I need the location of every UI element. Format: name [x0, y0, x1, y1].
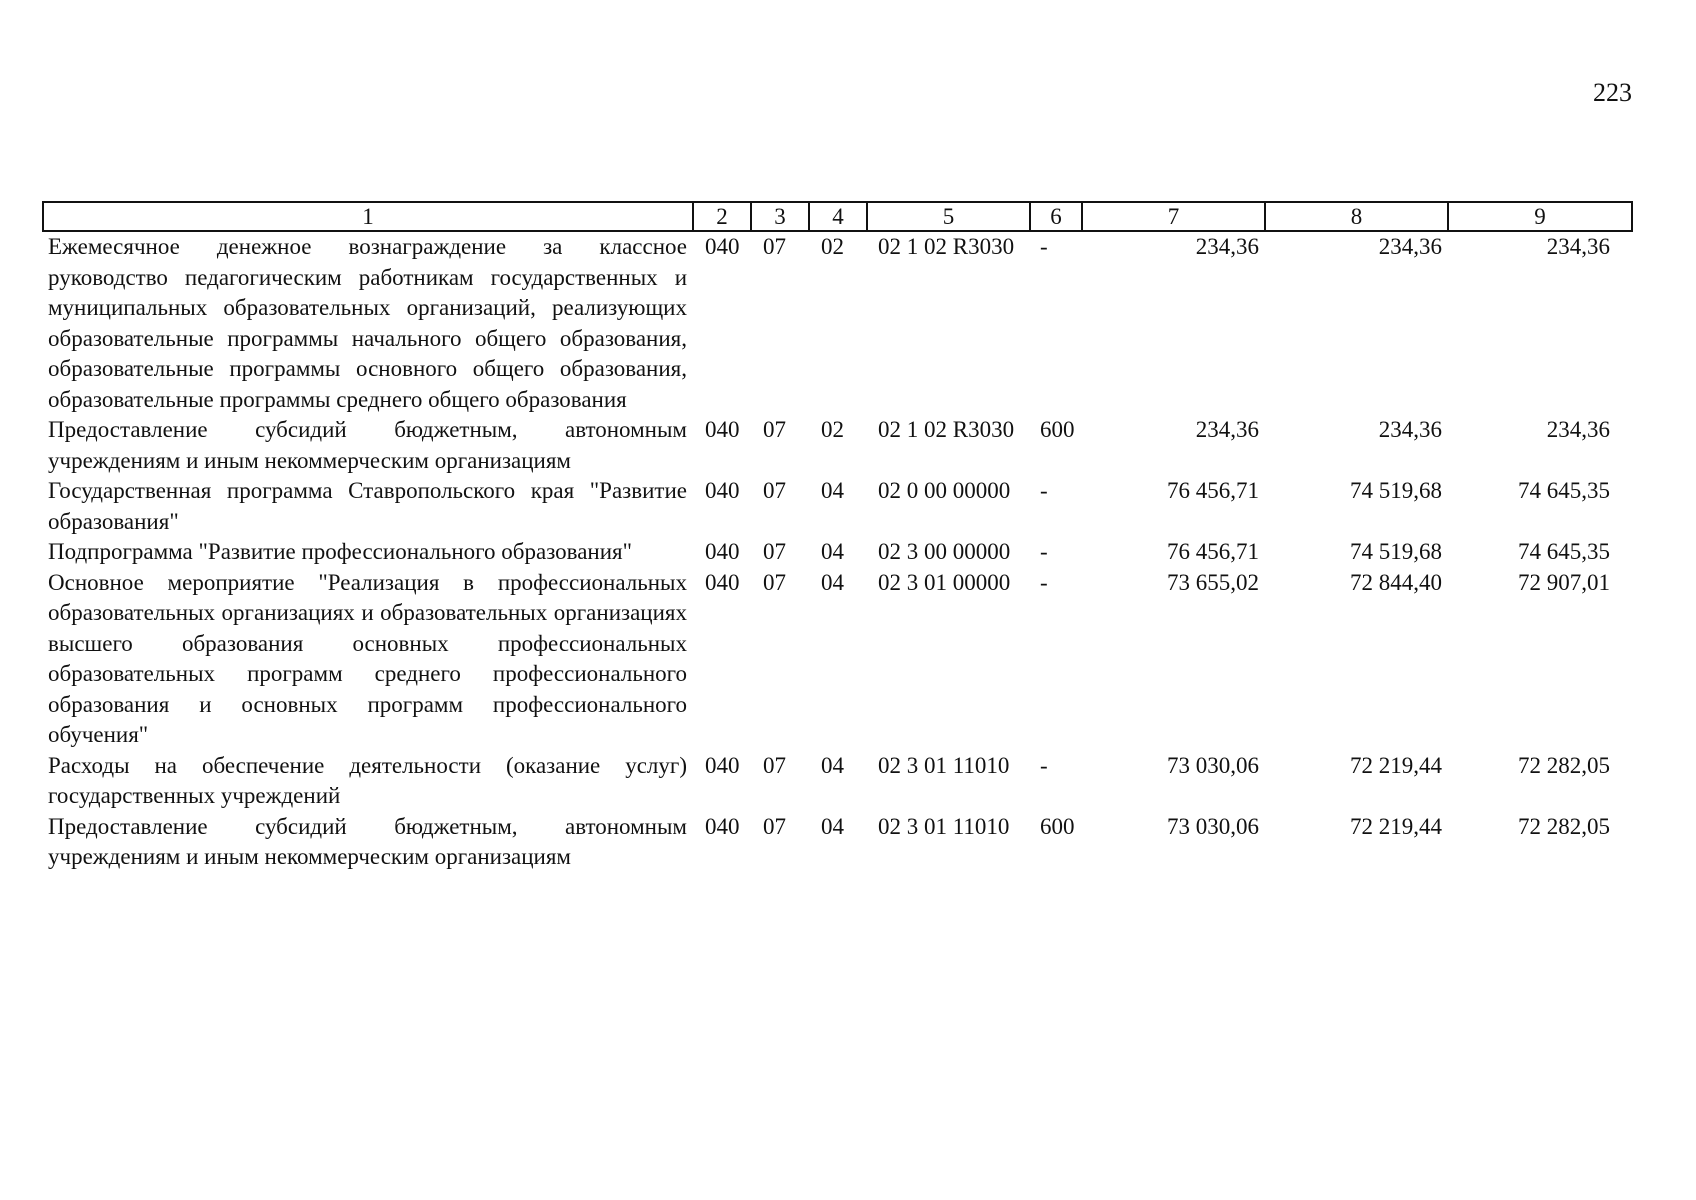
- row-code-target: 02 0 00 00000: [878, 478, 1011, 503]
- row-code-ministry: 040: [705, 569, 740, 595]
- row-code-section: 07: [763, 539, 786, 564]
- row-name: Расходы на обеспечение деятельности (оказание услуг) государственных учреждений: [48, 752, 687, 808]
- row-name: Ежемесячное денежное вознаграждение за классное руководство педагогическим работникам государственных и муниципальных образовательных организаций, реализующих образовательные программы начального общего образования, образовательные программы основного общего образования, образовательные программы среднего общего образования: [48, 234, 687, 412]
- header-cell-8: 8: [1265, 202, 1448, 231]
- row-code-target: 02 3 01 00000: [878, 569, 1011, 595]
- row-code-target: 02 3 01 11010: [878, 752, 1010, 778]
- row-amount-col8: 234,36: [1378, 234, 1442, 259]
- row-code-ministry: 040: [705, 478, 740, 503]
- row-amount-col8: 234,36: [1378, 417, 1442, 442]
- row-code-subsection: 04: [821, 752, 844, 778]
- header-cell-9: 9: [1448, 202, 1632, 231]
- table-header: [43, 202, 1632, 231]
- row-amount-col9: 72 282,05: [1518, 813, 1610, 839]
- row-code-subsection: 04: [821, 478, 844, 503]
- row-amount-col9: 234,36: [1546, 234, 1610, 259]
- row-amount-col8: 74 519,68: [1350, 478, 1442, 503]
- row-code-target: 02 3 01 11010: [878, 813, 1010, 839]
- row-code-section: 07: [763, 813, 786, 839]
- row-amount-col7: 73 030,06: [1167, 813, 1259, 839]
- row-code-expense-type: -: [1040, 478, 1048, 503]
- row-name: Основное мероприятие "Реализация в профессиональных образовательных организациях и образовательных организациях высшего образования основных профессиональных образовательных программ среднего профессионального образования и основных программ профессионального обучения": [48, 569, 687, 747]
- row-code-ministry: 040: [705, 417, 740, 442]
- row-code-expense-type: 600: [1040, 417, 1075, 442]
- row-name: Государственная программа Ставропольского края "Развитие образования": [48, 478, 687, 534]
- table-row: [43, 231, 1632, 415]
- row-name: Предоставление субсидий бюджетным, автономным учреждениям и иным некоммерческим организациям: [48, 417, 687, 473]
- row-code-expense-type: -: [1040, 569, 1048, 595]
- row-amount-col8: 72 219,44: [1350, 752, 1442, 778]
- row-amount-col7: 234,36: [1195, 234, 1259, 259]
- header-cell-3: 3: [751, 202, 809, 231]
- row-code-target: 02 1 02 R3030: [878, 234, 1015, 259]
- row-code-section: 07: [763, 234, 786, 259]
- page-number: 223: [1593, 78, 1632, 107]
- table-row: [43, 415, 1632, 476]
- budget-table: [42, 201, 1633, 873]
- row-amount-col9: 74 645,35: [1518, 478, 1610, 503]
- table-row: [43, 812, 1632, 873]
- header-cell-7: 7: [1082, 202, 1265, 231]
- row-amount-col8: 72 844,40: [1350, 569, 1442, 595]
- row-name: Подпрограмма "Развитие профессионального образования": [48, 539, 633, 564]
- row-code-ministry: 040: [705, 752, 740, 778]
- row-amount-col7: 73 655,02: [1167, 569, 1259, 595]
- row-name: Предоставление субсидий бюджетным, автономным учреждениям и иным некоммерческим организациям: [48, 813, 687, 869]
- header-cell-1: 1: [43, 202, 693, 231]
- row-amount-col8: 72 219,44: [1350, 813, 1442, 839]
- header-cell-2: 2: [693, 202, 751, 231]
- row-code-section: 07: [763, 478, 786, 503]
- row-code-expense-type: 600: [1040, 813, 1075, 839]
- table-row: [43, 476, 1632, 537]
- header-cell-4: 4: [809, 202, 867, 231]
- row-amount-col7: 234,36: [1195, 417, 1259, 442]
- row-amount-col9: 234,36: [1546, 417, 1610, 442]
- header-cell-6: 6: [1030, 202, 1082, 231]
- row-code-section: 07: [763, 569, 786, 595]
- row-code-subsection: 02: [821, 417, 844, 442]
- row-code-subsection: 04: [821, 539, 844, 564]
- row-code-ministry: 040: [705, 539, 740, 564]
- row-amount-col7: 76 456,71: [1167, 539, 1259, 564]
- row-amount-col7: 73 030,06: [1167, 752, 1259, 778]
- row-amount-col9: 72 907,01: [1518, 569, 1610, 595]
- row-code-section: 07: [763, 417, 786, 442]
- row-code-subsection: 04: [821, 569, 844, 595]
- row-amount-col9: 72 282,05: [1518, 752, 1610, 778]
- table-row: [43, 751, 1632, 812]
- row-code-target: 02 3 00 00000: [878, 539, 1011, 564]
- row-code-ministry: 040: [705, 234, 740, 259]
- row-code-subsection: 02: [821, 234, 844, 259]
- row-amount-col9: 74 645,35: [1518, 539, 1610, 564]
- table-body: [43, 231, 1632, 873]
- row-amount-col7: 76 456,71: [1167, 478, 1259, 503]
- row-code-section: 07: [763, 752, 786, 778]
- row-code-subsection: 04: [821, 813, 844, 839]
- row-code-expense-type: -: [1040, 234, 1048, 259]
- row-code-ministry: 040: [705, 813, 740, 839]
- header-cell-5: 5: [867, 202, 1030, 231]
- table-row: [43, 568, 1632, 751]
- row-code-expense-type: -: [1040, 539, 1048, 564]
- header-row: [43, 202, 1632, 231]
- row-amount-col8: 74 519,68: [1350, 539, 1442, 564]
- row-code-target: 02 1 02 R3030: [878, 417, 1015, 442]
- table-row: [43, 537, 1632, 568]
- row-code-expense-type: -: [1040, 752, 1048, 778]
